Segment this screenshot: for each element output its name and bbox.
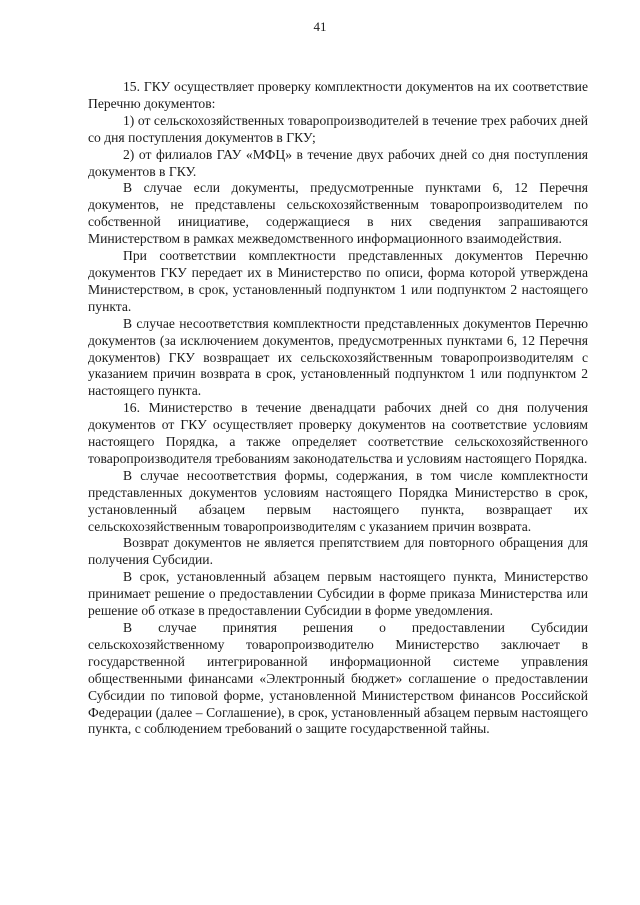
paragraph-interagency-request: В случае если документы, предусмотренные пунктами 6, 12 Перечня документов, не представлены сельскохозяйственным товаропроизводителем по собственной инициативе, содержащиеся в них сведения запрашиваются Министерством в рамках межведомственного информационного взаимодействия. (88, 180, 588, 247)
document-body (88, 79, 588, 738)
paragraph-repeat-application: Возврат документов не является препятствием для повторного обращения для получения Субсидии. (88, 535, 588, 568)
paragraph-15-intro: 15. ГКУ осуществляет проверку комплектности документов на их соответствие Перечню документов: (88, 79, 588, 111)
paragraph-subitem-2: 2) от филиалов ГАУ «МФЦ» в течение двух рабочих дней со дня поступления документов в ГКУ. (88, 146, 588, 179)
paragraph-decision: В срок, установленный абзацем первым настоящего пункта, Министерство принимает решение о предоставлении Субсидии в форме приказа Министерства или решение об отказе в предоставлении Субсидии в форме уведомления. (88, 569, 588, 619)
paragraph-return-by-gku: В случае несоответствия комплектности представленных документов Перечню документов (за исключением документов, предусмотренных пунктами 6, 12 Перечня документов) ГКУ возвращает их сельскохозяйственным товаропроизводителям с указанием причин возврата в срок, установленный подпунктом 1 или подпунктом 2 настоящего пункта. (88, 315, 588, 399)
paragraph-transfer-to-ministry: При соответствии комплектности представленных документов Перечню документов ГКУ передает их в Министерство по описи, форма которой утверждена Министерством, в срок, установленный подпунктом 1 или подпунктом 2 настоящего пункта. (88, 248, 588, 314)
paragraph-agreement: В случае принятия решения о предоставлении Субсидии сельскохозяйственному товаропроизводителю Министерство заключает в государственной интегрированной информационной системе управления общественными финансами «Электронный бюджет» соглашение о предоставлении Субсидии по типовой форме, установленной Министерством финансов Российской Федерации (далее – Соглашение), в срок, установленный абзацем первым настоящего пункта, с соблюдением требований о защите государственной тайны. (88, 620, 588, 737)
paragraph-16-intro: 16. Министерство в течение двенадцати рабочих дней со дня получения документов от ГКУ осуществляет проверку документов на соответствие условиям настоящего Порядка, а также определяет соответствие сельскохозяйственного товаропроизводителя требованиям законодательства и условиям настоящего Порядка. (88, 400, 588, 466)
page-number: 41 (313, 19, 327, 34)
paragraph-return-by-ministry: В случае несоответствия формы, содержания, в том числе комплектности представленных документов условиям настоящего Порядка Министерство в срок, установленный абзацем первым настоящего пункта, возвращает их сельскохозяйственным товаропроизводителям с указанием причин возврата. (88, 467, 588, 534)
paragraph-subitem-1: 1) от сельскохозяйственных товаропроизводителей в течение трех рабочих дней со дня поступления документов в ГКУ; (88, 112, 588, 145)
